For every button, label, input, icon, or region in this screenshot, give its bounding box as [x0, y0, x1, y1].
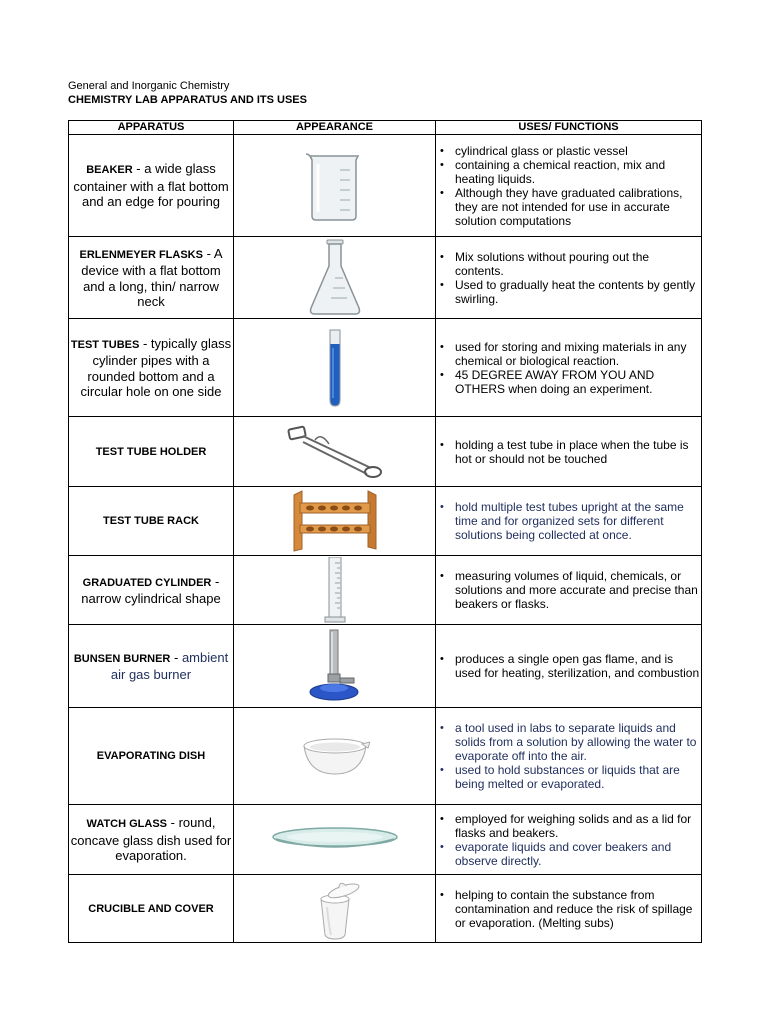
header-uses: USES/ FUNCTIONS [436, 121, 702, 135]
bunsen-burner-icon [300, 628, 370, 704]
use-item: • 45 DEGREE AWAY FROM YOU AND OTHERS when doing an experiment. [455, 368, 701, 396]
appearance-cell [234, 135, 436, 237]
use-item: • produces a single open gas flame, and is used for heating, sterilization, and combustion [455, 652, 701, 680]
apparatus-name: BEAKER [86, 164, 133, 177]
apparatus-cell [69, 805, 234, 875]
uses-cell [436, 805, 702, 875]
apparatus-separator: - [132, 161, 145, 177]
uses-list [436, 250, 701, 306]
uses-list [436, 340, 701, 396]
apparatus-name: GRADUATED CYLINDER [82, 576, 212, 589]
uses-cell [436, 487, 702, 556]
erlenmeyer-flask-icon [305, 238, 365, 318]
use-item: • used for storing and mixing materials in any chemical or biological reaction. [455, 340, 701, 368]
apparatus-separator: - [211, 573, 220, 589]
apparatus-description: narrow cylindrical shape [81, 591, 221, 606]
appearance-cell [234, 625, 436, 708]
uses-cell [436, 556, 702, 625]
apparatus-separator: - [202, 245, 214, 261]
uses-list [436, 652, 701, 680]
apparatus-separator: - [170, 649, 182, 665]
crucible-icon [303, 877, 367, 941]
table-row [69, 556, 702, 625]
appearance-cell [234, 237, 436, 319]
use-item: • Mix solutions without pouring out the contents. [455, 250, 701, 278]
apparatus-cell [69, 319, 234, 417]
apparatus-name: TEST TUBE RACK [103, 515, 199, 528]
apparatus-cell [69, 417, 234, 487]
uses-cell [436, 237, 702, 319]
apparatus-separator: - [139, 335, 151, 351]
appearance-cell [234, 319, 436, 417]
graduated-cylinder-icon [323, 557, 347, 623]
apparatus-name: CRUCIBLE AND COVER [88, 902, 214, 915]
apparatus-cell [69, 487, 234, 556]
uses-cell [436, 135, 702, 237]
use-item: • employed for weighing solids and as a lid for flasks and beakers. [455, 812, 701, 840]
appearance-cell [234, 556, 436, 625]
table-row [69, 805, 702, 875]
table-header-row [69, 121, 702, 135]
uses-list [436, 500, 701, 542]
table-row [69, 237, 702, 319]
uses-cell [436, 875, 702, 943]
table-row [69, 487, 702, 556]
apparatus-cell [69, 625, 234, 708]
use-item: • evaporate liquids and cover beakers and observe directly. [455, 840, 701, 868]
table-row [69, 708, 702, 805]
uses-cell [436, 319, 702, 417]
apparatus-name: TEST TUBE HOLDER [95, 445, 207, 458]
appearance-cell [234, 805, 436, 875]
use-item: • Used to gradually heat the contents by gently swirling. [455, 278, 701, 306]
apparatus-name: TEST TUBES [70, 338, 140, 351]
table-row [69, 319, 702, 417]
uses-cell [436, 708, 702, 805]
test-tube-rack-icon [290, 489, 380, 553]
use-item: • helping to contain the substance from contamination and reduce the risk of spillage or evaporation. (Melting subs) [455, 888, 701, 930]
use-item: • cylindrical glass or plastic vessel [455, 144, 701, 158]
apparatus-cell [69, 875, 234, 943]
apparatus-name: BUNSEN BURNER [73, 652, 171, 665]
appearance-cell [234, 708, 436, 805]
apparatus-name: EVAPORATING DISH [96, 750, 206, 763]
apparatus-cell [69, 237, 234, 319]
apparatus-description: a wide glass container with a flat bottom and an edge for pouring [73, 161, 229, 210]
use-item: • used to hold substances or liquids that are being melted or evaporated. [455, 763, 701, 791]
uses-list [436, 438, 701, 466]
apparatus-name: ERLENMEYER FLASKS [79, 248, 203, 261]
test-tube-holder-icon [285, 424, 385, 480]
test-tube-icon [325, 328, 345, 408]
evaporating-dish-icon [300, 736, 370, 776]
course-title: General and Inorganic Chemistry [68, 80, 230, 92]
table-row [69, 875, 702, 943]
use-item: • a tool used in labs to separate liquids and solids from a solution by allowing the water to evaporate off into the air. [455, 721, 701, 763]
table-row [69, 625, 702, 708]
apparatus-separator: - [167, 815, 179, 831]
uses-cell [436, 625, 702, 708]
header-apparatus: APPARATUS [69, 121, 234, 135]
use-item: • holding a test tube in place when the tube is hot or should not be touched [455, 438, 701, 466]
beaker-icon [300, 150, 370, 222]
apparatus-table [68, 120, 702, 943]
header-appearance: APPEARANCE [234, 121, 436, 135]
use-item: • measuring volumes of liquid, chemicals, or solutions and more accurate and precise than beakers or flasks. [455, 569, 701, 611]
uses-list [436, 888, 701, 930]
uses-list [436, 812, 701, 868]
table-row [69, 135, 702, 237]
appearance-cell [234, 487, 436, 556]
apparatus-description: A device with a flat bottom and a long, thin/ narrow neck [81, 245, 223, 309]
appearance-cell [234, 875, 436, 943]
apparatus-description: typically glass cylinder pipes with a rounded bottom and a circular hole on one side [80, 335, 232, 399]
apparatus-cell [69, 135, 234, 237]
document-title: CHEMISTRY LAB APPARATUS AND ITS USES [68, 94, 307, 106]
uses-list [436, 569, 701, 611]
appearance-cell [234, 417, 436, 487]
watch-glass-icon [270, 825, 400, 855]
apparatus-name: WATCH GLASS [86, 818, 168, 831]
use-item: • Although they have graduated calibrations, they are not intended for use in accurate solution computations [455, 186, 701, 228]
use-item: • containing a chemical reaction, mix and heating liquids. [455, 158, 701, 186]
apparatus-description: round, concave glass dish used for evaporation. [70, 815, 232, 864]
table-row [69, 417, 702, 487]
apparatus-cell [69, 556, 234, 625]
uses-list [436, 721, 701, 791]
use-item: • hold multiple test tubes upright at the same time and for organized sets for different solutions being collected at once. [455, 500, 701, 542]
uses-list [436, 144, 701, 228]
uses-cell [436, 417, 702, 487]
apparatus-description: ambient air gas burner [110, 649, 229, 682]
apparatus-cell [69, 708, 234, 805]
